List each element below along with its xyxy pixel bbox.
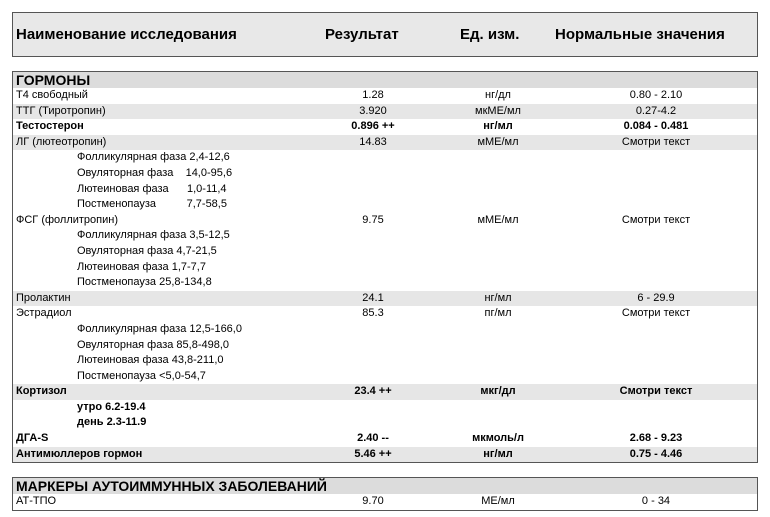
table-row (13, 447, 757, 463)
cell-norm: Смотри текст (621, 135, 691, 148)
cell-name: Постменопауза 25,8-134,8 (77, 276, 212, 289)
reference-line (13, 322, 757, 338)
cell-unit: мкмоль/л (472, 432, 524, 445)
section-title-text: ГОРМОНЫ (16, 72, 91, 88)
cell-norm: 0.27-4.2 (635, 104, 677, 117)
table-row (13, 135, 757, 151)
table-row (13, 213, 757, 229)
cell-name: АТ-ТПО (16, 495, 57, 507)
cell-norm: Смотри текст (619, 385, 693, 398)
cell-unit: нг/мл (483, 120, 513, 133)
cell-norm: 2.68 - 9.23 (629, 432, 683, 445)
cell-result: 3.920 (359, 104, 387, 117)
table-row (13, 431, 757, 447)
cell-result: 5.46 ++ (354, 447, 392, 460)
cell-unit: мМЕ/мл (477, 135, 519, 148)
cell-name: ДГА-S (16, 432, 49, 445)
cell-name: Овуляторная фаза 14,0-95,6 (77, 166, 233, 179)
section-title (13, 478, 757, 494)
cell-unit: мМЕ/мл (477, 213, 519, 226)
cell-name: Овуляторная фаза 85,8-498,0 (77, 338, 230, 351)
cell-name: Фолликулярная фаза 12,5-166,0 (77, 322, 242, 335)
cell-name: Овуляторная фаза 4,7-21,5 (77, 244, 217, 257)
cell-name: день 2.3-11.9 (77, 416, 147, 429)
cell-name: Эстрадиол (16, 307, 72, 320)
cell-unit: пг/мл (484, 307, 512, 320)
cell-norm: Смотри текст (621, 213, 691, 226)
reference-line (13, 353, 757, 369)
cell-name: Тестостерон (16, 120, 84, 133)
cell-norm: Смотри текст (621, 307, 691, 320)
cell-name: Фолликулярная фаза 3,5-12,5 (77, 229, 230, 242)
header-name: Наименование исследования (16, 26, 237, 43)
cell-result: 2.40 -- (357, 432, 389, 445)
section-title (13, 72, 757, 88)
cell-norm: 0.084 - 0.481 (623, 120, 689, 133)
header-result: Результат (325, 26, 399, 43)
cell-name: ЛГ (лютеотропин) (16, 135, 107, 148)
cell-unit: МЕ/мл (481, 495, 515, 507)
reference-line (13, 260, 757, 276)
cell-result: 24.1 (362, 291, 384, 304)
section-table (12, 71, 758, 463)
reference-line (13, 166, 757, 182)
section-title-text: МАРКЕРЫ АУТОИММУННЫХ ЗАБОЛЕВАНИЙ (16, 478, 327, 494)
cell-name: Лютеиновая фаза 1,7-7,7 (77, 260, 206, 273)
cell-unit: нг/дл (485, 89, 511, 101)
cell-name: Антимюллеров гормон (16, 447, 143, 460)
header-unit: Ед. изм. (460, 26, 520, 43)
table-row (13, 119, 757, 135)
cell-result: 9.75 (362, 213, 384, 226)
table-row (13, 494, 757, 510)
cell-result: 85.3 (362, 307, 384, 320)
reference-line (13, 197, 757, 213)
cell-name: ФСГ (фоллитропин) (16, 213, 119, 226)
reference-line (13, 415, 757, 431)
table-row (13, 88, 757, 104)
cell-norm: 0.75 - 4.46 (629, 447, 683, 460)
cell-norm: 0 - 34 (641, 495, 671, 507)
cell-name: Лютеиновая фаза 1,0-11,4 (77, 182, 227, 195)
reference-line (13, 182, 757, 198)
cell-name: Фолликулярная фаза 2,4-12,6 (77, 151, 230, 164)
cell-name: Кортизол (16, 385, 67, 398)
table-row (13, 306, 757, 322)
reference-line (13, 228, 757, 244)
cell-unit: нг/мл (483, 447, 513, 460)
cell-norm: 0.80 - 2.10 (629, 89, 683, 101)
cell-result: 14.83 (359, 135, 387, 148)
table-row (13, 384, 757, 400)
cell-name: утро 6.2-19.4 (77, 400, 146, 413)
reference-line (13, 369, 757, 385)
section-table (12, 477, 758, 511)
column-header (12, 12, 758, 57)
cell-name: Пролактин (16, 291, 71, 304)
reference-line (13, 338, 757, 354)
cell-name: ТТГ (Тиротропин) (16, 104, 106, 117)
cell-name: Постменопауза <5,0-54,7 (77, 369, 206, 382)
cell-unit: мкМЕ/мл (475, 104, 521, 117)
header-norm: Нормальные значения (555, 26, 725, 43)
reference-line (13, 400, 757, 416)
reference-line (13, 244, 757, 260)
cell-norm: 6 - 29.9 (637, 291, 675, 304)
reference-line (13, 150, 757, 166)
cell-unit: нг/мл (484, 291, 512, 304)
cell-result: 0.896 ++ (351, 120, 395, 133)
cell-result: 23.4 ++ (354, 385, 392, 398)
reference-line (13, 275, 757, 291)
cell-name: Постменопауза 7,7-58,5 (77, 198, 227, 211)
cell-name: Т4 свободный (16, 89, 88, 101)
cell-result: 9.70 (362, 495, 384, 507)
cell-unit: мкг/дл (480, 385, 516, 398)
table-row (13, 291, 757, 307)
cell-result: 1.28 (362, 89, 384, 101)
cell-name: Лютеиновая фаза 43,8-211,0 (77, 354, 224, 367)
table-row (13, 104, 757, 120)
